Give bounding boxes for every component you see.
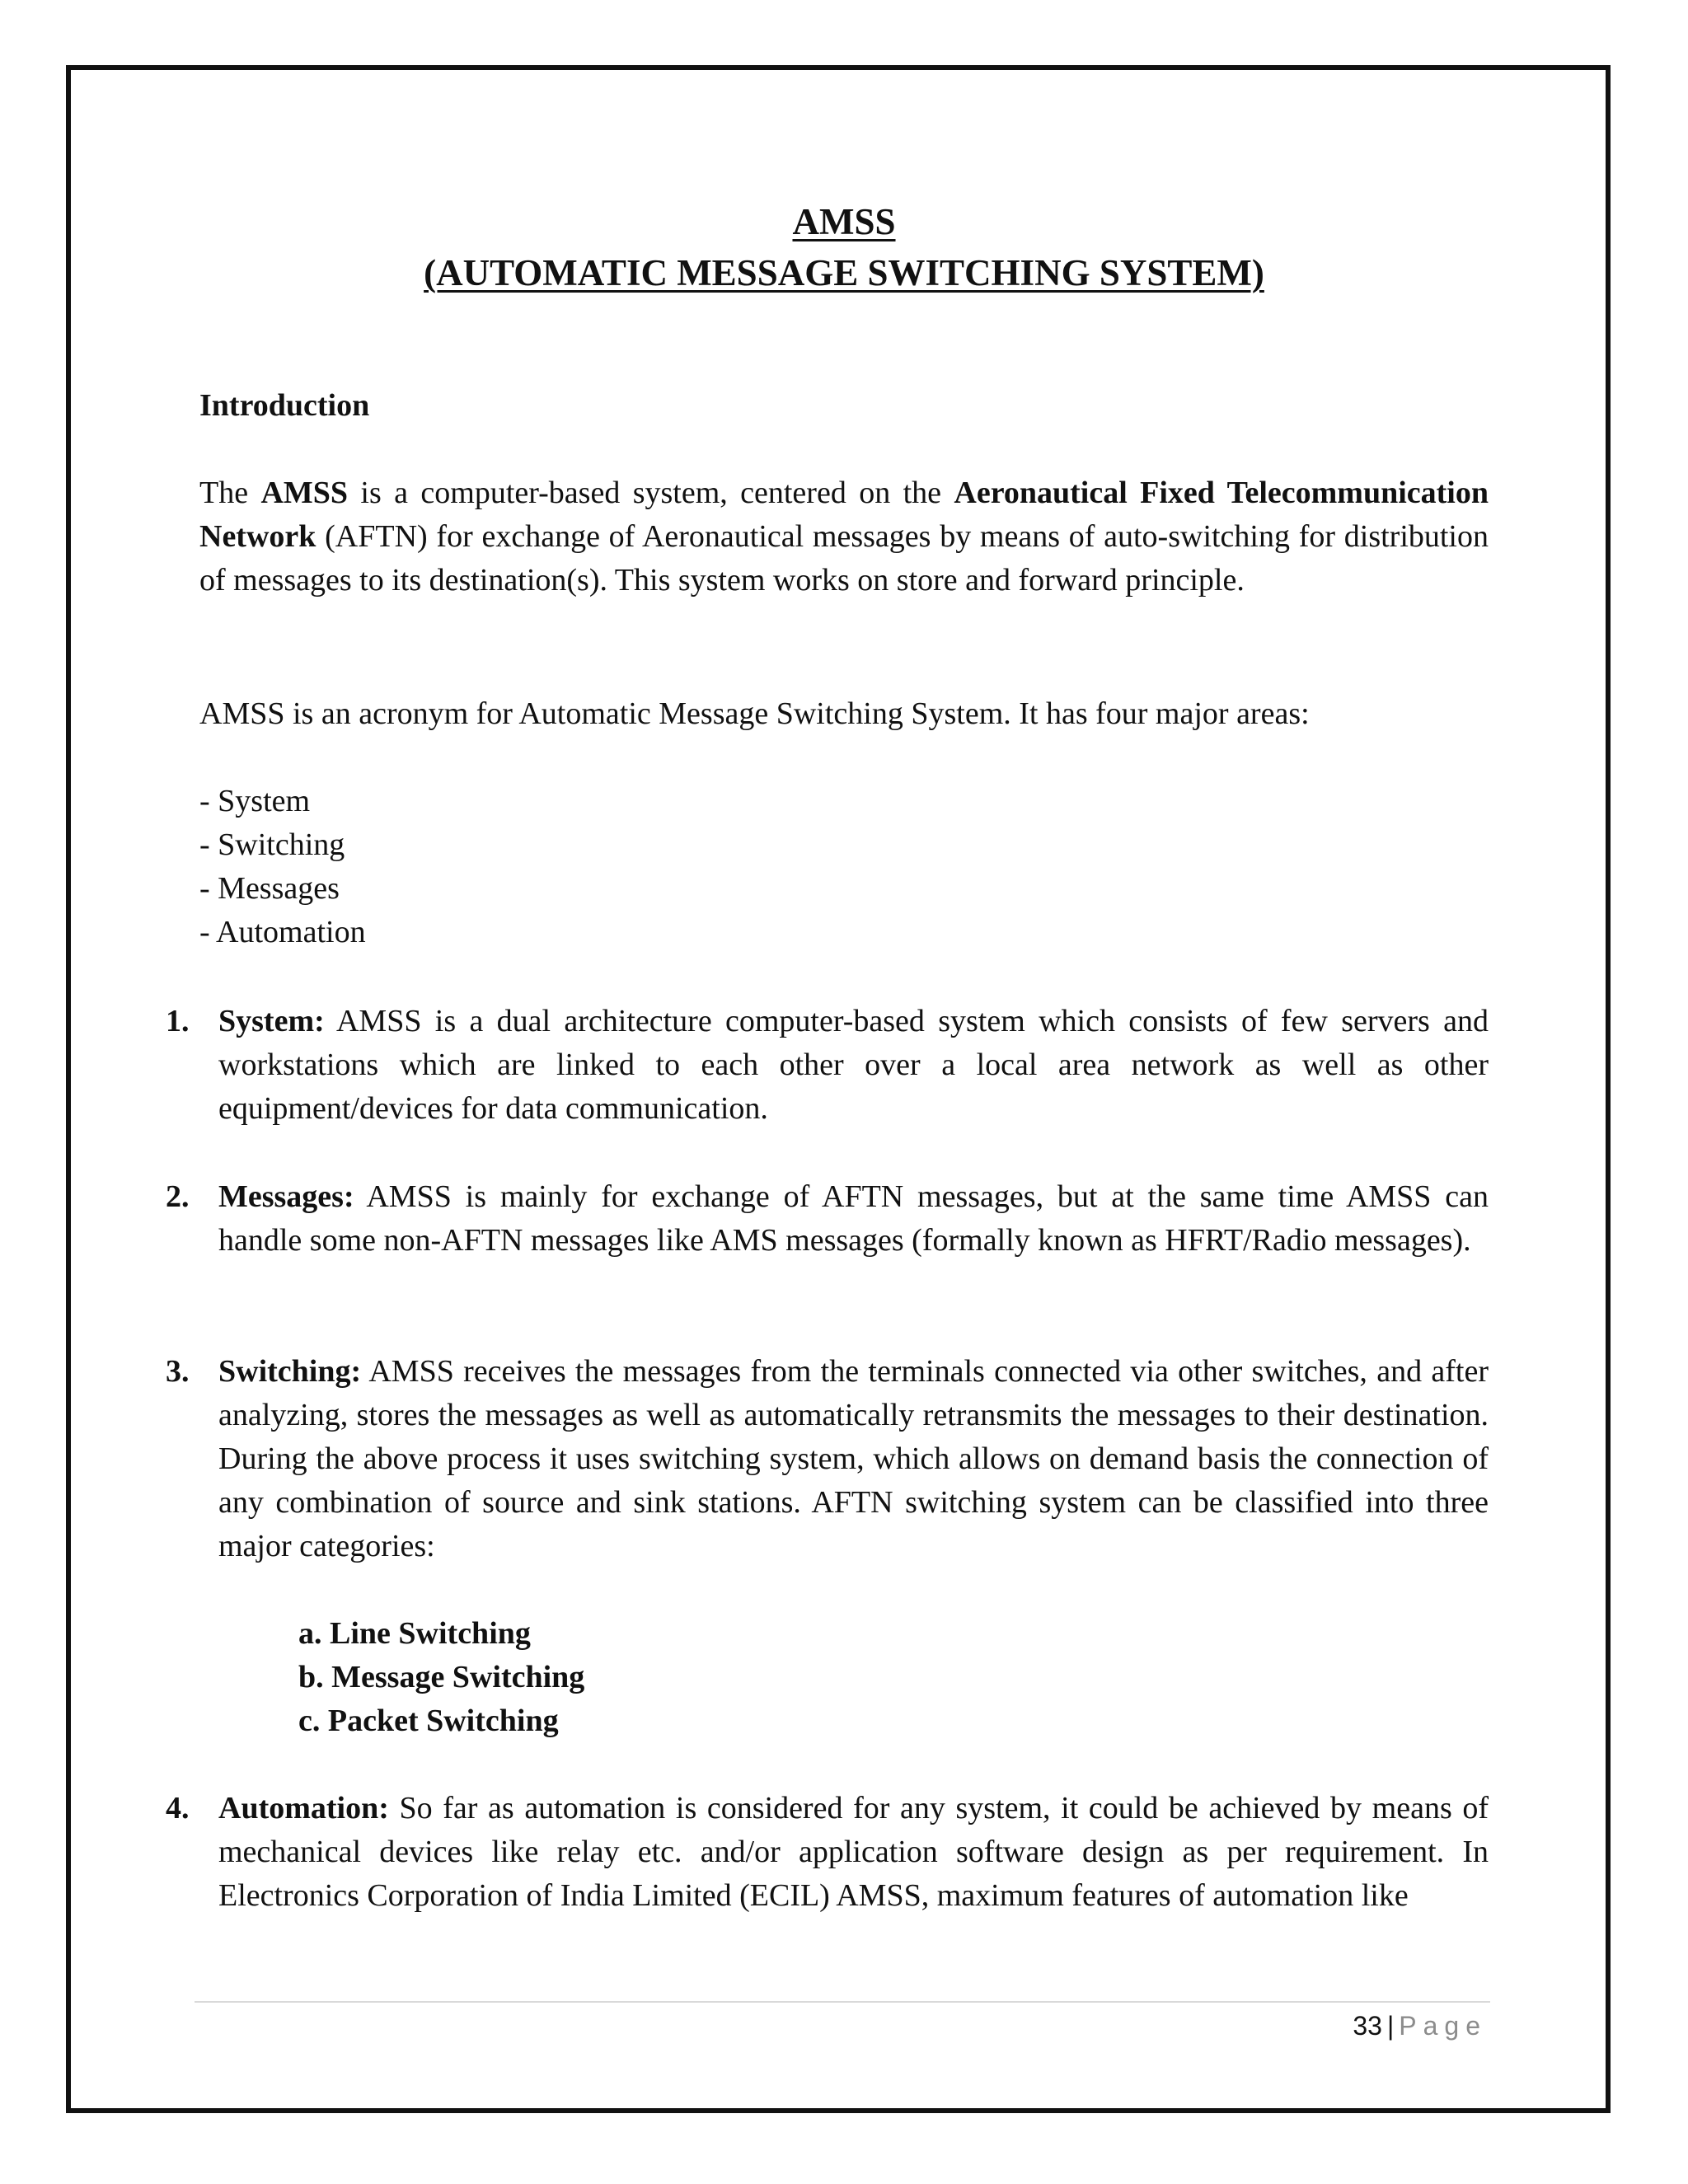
section-heading-introduction: Introduction <box>199 388 370 423</box>
intro-text-2: is a computer-based system, centered on the <box>348 476 954 510</box>
list-item-number: 4. <box>166 1791 190 1825</box>
page-title: AMSS <box>792 201 896 242</box>
list-item-text: So far as automation is considered for any system, it could be achieved by means of mechanical devices like relay etc. and/or application software design as per requirement. In Electronics Corporation of India Limited (ECIL) AMSS, maximum features of automation like <box>218 1791 1489 1913</box>
page-label: Page <box>1399 2011 1487 2041</box>
footer-separator: | <box>1386 2011 1395 2041</box>
list-item-lead: Automation: <box>218 1791 389 1825</box>
list-item-lead: Messages: <box>218 1179 354 1214</box>
list-item-text: AMSS receives the messages from the terminals connected via other switches, and after analyzing, stores the messages as well as automatically retransmits the messages to their destination. During the above process it uses switching system, which allows on demand basis the connection of any combination of source and sink stations. AFTN switching system can be classified into three major categories: <box>218 1354 1489 1563</box>
area-item-system: - System <box>199 784 311 818</box>
list-item-number: 1. <box>166 1004 190 1038</box>
intro-bold-amss: AMSS <box>260 476 349 510</box>
intro-bold-aftn: Aeronautical Fixed Telecommunication Network <box>199 476 1489 554</box>
list-item-automation <box>166 1787 1489 1918</box>
intro-text-1: The <box>199 476 261 510</box>
list-item-lead: Switching: <box>218 1354 362 1389</box>
list-item-text: AMSS is mainly for exchange of AFTN messages, but at the same time AMSS can handle some non-AFTN messages like AMS messages (formally known as HFRT/Radio messages). <box>218 1179 1489 1258</box>
category-line-switching: a. Line Switching <box>298 1616 531 1651</box>
area-item-messages: - Messages <box>199 871 340 906</box>
areas-list <box>199 780 1489 954</box>
switching-categories <box>298 1612 584 1743</box>
list-item-number: 2. <box>166 1179 190 1214</box>
list-item-text: AMSS is a dual architecture computer-based system which consists of few servers and workstations which are linked to each other over a local area network as well as other equipment/devices for data communication. <box>218 1004 1489 1126</box>
area-item-switching: - Switching <box>199 827 345 862</box>
page-footer <box>1353 2006 1487 2046</box>
list-item-lead: System: <box>218 1004 325 1038</box>
list-item-system <box>166 1000 1489 1131</box>
list-item-switching <box>166 1350 1489 1568</box>
page-subtitle: (AUTOMATIC MESSAGE SWITCHING SYSTEM) <box>424 252 1264 293</box>
list-item-messages <box>166 1175 1489 1263</box>
area-item-automation: - Automation <box>199 915 366 949</box>
intro-paragraph <box>199 471 1489 602</box>
footer-divider <box>195 2001 1490 2003</box>
category-packet-switching: c. Packet Switching <box>298 1704 559 1738</box>
category-message-switching: b. Message Switching <box>298 1660 585 1694</box>
list-item-number: 3. <box>166 1354 190 1389</box>
acronym-paragraph: AMSS is an acronym for Automatic Message Switching System. It has four major areas: <box>199 696 1310 731</box>
page-number: 33 <box>1353 2011 1382 2041</box>
intro-text-3: (AFTN) for exchange of Aeronautical messages by means of auto-switching for distribution of messages to its destination(s). This system works on store and forward principle. <box>199 519 1489 598</box>
